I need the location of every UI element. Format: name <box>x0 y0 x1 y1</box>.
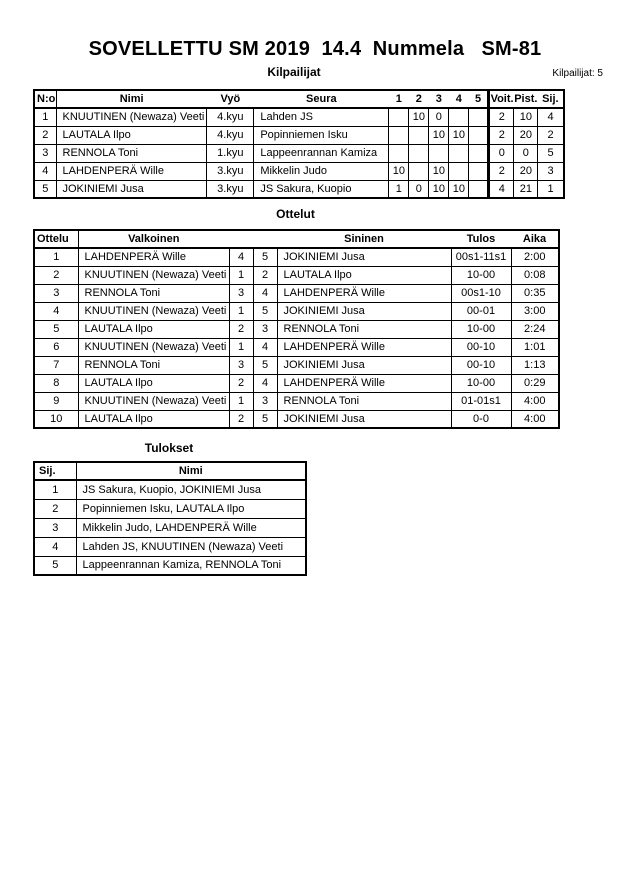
results-table <box>33 461 307 576</box>
col-header-club: Seura <box>254 90 389 108</box>
results-heading: Tulokset <box>144 441 194 455</box>
result-cell: 00s1-10 <box>451 284 511 302</box>
wins-cell: 2 <box>489 162 514 180</box>
result-cell: 10-00 <box>451 320 511 338</box>
white-cell: KNUUTINEN (Newaza) Veeti <box>78 266 229 284</box>
white_no-cell: 2 <box>229 374 253 392</box>
col-header-name: Nimi <box>76 462 306 480</box>
rounds-1-cell: 10 <box>409 108 429 126</box>
white_no-cell: 3 <box>229 284 253 302</box>
wins-cell: 2 <box>489 108 514 126</box>
white_no-cell: 2 <box>229 320 253 338</box>
col-header-no: N:o <box>34 90 56 108</box>
blue-cell: RENNOLA Toni <box>277 392 451 410</box>
white-cell: LAUTALA Ilpo <box>78 320 229 338</box>
belt-cell: 3.kyu <box>207 162 254 180</box>
table-row <box>34 144 564 162</box>
competitors-header-row <box>0 65 630 89</box>
col-header-belt: Vyö <box>207 90 254 108</box>
no-cell: 4 <box>34 162 56 180</box>
blue_no-cell: 5 <box>253 302 277 320</box>
blue_no-cell: 5 <box>253 248 277 266</box>
col-header-round-4: 4 <box>449 90 469 108</box>
result-cell: 00-10 <box>451 356 511 374</box>
name-cell: Mikkelin Judo, LAHDENPERÄ Wille <box>76 518 306 537</box>
match-cell: 7 <box>34 356 78 374</box>
matches-table <box>33 229 560 429</box>
club-cell: Lahden JS <box>254 108 389 126</box>
blue_no-cell: 3 <box>253 320 277 338</box>
table-row <box>34 537 306 556</box>
rounds-3-cell <box>449 108 469 126</box>
name-cell: JS Sakura, Kuopio, JOKINIEMI Jusa <box>76 480 306 499</box>
name-cell: Lappeenrannan Kamiza, RENNOLA Toni <box>76 556 306 575</box>
match-cell: 3 <box>34 284 78 302</box>
time-cell: 2:00 <box>511 248 559 266</box>
time-cell: 4:00 <box>511 410 559 428</box>
wins-cell: 0 <box>489 144 514 162</box>
rounds-3-cell: 10 <box>449 126 469 144</box>
result-cell: 0-0 <box>451 410 511 428</box>
name-cell: KNUUTINEN (Newaza) Veeti <box>56 108 207 126</box>
table-row <box>34 108 564 126</box>
place-cell: 3 <box>34 518 76 537</box>
table-row <box>34 320 559 338</box>
matches-heading: Ottelut <box>276 207 315 221</box>
white-cell: LAHDENPERÄ Wille <box>78 248 229 266</box>
white_no-cell: 4 <box>229 248 253 266</box>
wins-cell: 2 <box>489 126 514 144</box>
blue-cell: LAHDENPERÄ Wille <box>277 284 451 302</box>
belt-cell: 3.kyu <box>207 180 254 198</box>
rounds-3-cell <box>449 162 469 180</box>
no-cell: 5 <box>34 180 56 198</box>
result-cell: 00-01 <box>451 302 511 320</box>
col-header-blue: Sininen <box>277 230 451 248</box>
rounds-4-cell <box>469 126 489 144</box>
table-row <box>34 518 306 537</box>
club-cell: Popinniemen Isku <box>254 126 389 144</box>
points-cell: 0 <box>514 144 538 162</box>
rounds-2-cell: 0 <box>429 108 449 126</box>
table-row <box>34 374 559 392</box>
col-header-name: Nimi <box>56 90 207 108</box>
points-cell: 10 <box>514 108 538 126</box>
table-row <box>34 302 559 320</box>
no-cell: 2 <box>34 126 56 144</box>
blue_no-cell: 3 <box>253 392 277 410</box>
blue-cell: LAHDENPERÄ Wille <box>277 374 451 392</box>
blue_no-cell: 4 <box>253 338 277 356</box>
points-cell: 20 <box>514 126 538 144</box>
table-row <box>34 338 559 356</box>
blue-cell: JOKINIEMI Jusa <box>277 356 451 374</box>
col-header-result: Tulos <box>451 230 511 248</box>
name-cell: LAUTALA Ilpo <box>56 126 207 144</box>
blue_no-cell: 5 <box>253 356 277 374</box>
white-cell: KNUUTINEN (Newaza) Veeti <box>78 338 229 356</box>
wins-cell: 4 <box>489 180 514 198</box>
rounds-3-cell <box>449 144 469 162</box>
table-row <box>34 480 306 499</box>
blue-cell: LAHDENPERÄ Wille <box>277 338 451 356</box>
white_no-cell: 3 <box>229 356 253 374</box>
time-cell: 3:00 <box>511 302 559 320</box>
rounds-2-cell: 10 <box>429 180 449 198</box>
place-cell: 4 <box>538 108 564 126</box>
time-cell: 0:29 <box>511 374 559 392</box>
rounds-2-cell: 10 <box>429 162 449 180</box>
col-header-round-3: 3 <box>429 90 449 108</box>
match-cell: 5 <box>34 320 78 338</box>
place-cell: 1 <box>538 180 564 198</box>
belt-cell: 4.kyu <box>207 108 254 126</box>
rounds-0-cell: 10 <box>389 162 409 180</box>
white-cell: LAUTALA Ilpo <box>78 410 229 428</box>
white-cell: KNUUTINEN (Newaza) Veeti <box>78 302 229 320</box>
time-cell: 0:08 <box>511 266 559 284</box>
col-header-blue-number <box>253 230 277 248</box>
blue-cell: LAUTALA Ilpo <box>277 266 451 284</box>
white-cell: LAUTALA Ilpo <box>78 374 229 392</box>
table-row <box>34 556 306 575</box>
place-cell: 2 <box>34 499 76 518</box>
name-cell: Popinniemen Isku, LAUTALA Ilpo <box>76 499 306 518</box>
table-row <box>34 162 564 180</box>
no-cell: 1 <box>34 108 56 126</box>
table-header-row <box>34 462 306 480</box>
rounds-4-cell <box>469 144 489 162</box>
table-header-row <box>34 90 564 108</box>
result-cell: 01-01s1 <box>451 392 511 410</box>
rounds-2-cell: 10 <box>429 126 449 144</box>
belt-cell: 4.kyu <box>207 126 254 144</box>
col-header-round-2: 2 <box>409 90 429 108</box>
white-cell: RENNOLA Toni <box>78 356 229 374</box>
rounds-1-cell <box>409 144 429 162</box>
table-row <box>34 180 564 198</box>
time-cell: 2:24 <box>511 320 559 338</box>
blue-cell: JOKINIEMI Jusa <box>277 410 451 428</box>
rounds-2-cell <box>429 144 449 162</box>
blue-cell: RENNOLA Toni <box>277 320 451 338</box>
club-cell: JS Sakura, Kuopio <box>254 180 389 198</box>
rounds-1-cell <box>409 162 429 180</box>
points-cell: 21 <box>514 180 538 198</box>
time-cell: 1:01 <box>511 338 559 356</box>
rounds-0-cell <box>389 144 409 162</box>
place-cell: 5 <box>34 556 76 575</box>
table-row <box>34 410 559 428</box>
match-cell: 9 <box>34 392 78 410</box>
col-header-match: Ottelu <box>34 230 78 248</box>
match-cell: 4 <box>34 302 78 320</box>
rounds-1-cell <box>409 126 429 144</box>
no-cell: 3 <box>34 144 56 162</box>
table-row <box>34 392 559 410</box>
table-row <box>34 248 559 266</box>
result-cell: 00-10 <box>451 338 511 356</box>
competitors-heading: Kilpailijat <box>267 65 321 79</box>
name-cell: JOKINIEMI Jusa <box>56 180 207 198</box>
col-header-place: Sij. <box>34 462 76 480</box>
result-cell: 10-00 <box>451 266 511 284</box>
blue_no-cell: 4 <box>253 374 277 392</box>
table-header-row <box>34 230 559 248</box>
white-cell: KNUUTINEN (Newaza) Veeti <box>78 392 229 410</box>
competitors-count: Kilpailijat: 5 <box>552 68 603 79</box>
table-row <box>34 126 564 144</box>
club-cell: Mikkelin Judo <box>254 162 389 180</box>
place-cell: 2 <box>538 126 564 144</box>
club-cell: Lappeenrannan Kamiza <box>254 144 389 162</box>
page-title: SOVELLETTU SM 2019 14.4 Nummela SM-81 <box>88 38 542 60</box>
rounds-3-cell: 10 <box>449 180 469 198</box>
col-header-white-number <box>229 230 253 248</box>
name-cell: Lahden JS, KNUUTINEN (Newaza) Veeti <box>76 537 306 556</box>
white_no-cell: 1 <box>229 338 253 356</box>
blue-cell: JOKINIEMI Jusa <box>277 302 451 320</box>
table-row <box>34 499 306 518</box>
rounds-0-cell: 1 <box>389 180 409 198</box>
white_no-cell: 2 <box>229 410 253 428</box>
competitors-table <box>33 89 565 199</box>
rounds-4-cell <box>469 180 489 198</box>
time-cell: 1:13 <box>511 356 559 374</box>
match-cell: 8 <box>34 374 78 392</box>
rounds-4-cell <box>469 162 489 180</box>
name-cell: RENNOLA Toni <box>56 144 207 162</box>
col-header-points: Pist. <box>514 90 538 108</box>
col-header-round-5: 5 <box>469 90 489 108</box>
match-cell: 1 <box>34 248 78 266</box>
points-cell: 20 <box>514 162 538 180</box>
belt-cell: 1.kyu <box>207 144 254 162</box>
col-header-white: Valkoinen <box>78 230 229 248</box>
rounds-0-cell <box>389 108 409 126</box>
place-cell: 3 <box>538 162 564 180</box>
white-cell: RENNOLA Toni <box>78 284 229 302</box>
white_no-cell: 1 <box>229 392 253 410</box>
col-header-place: Sij. <box>538 90 564 108</box>
result-cell: 10-00 <box>451 374 511 392</box>
blue-cell: JOKINIEMI Jusa <box>277 248 451 266</box>
blue_no-cell: 4 <box>253 284 277 302</box>
name-cell: LAHDENPERÄ Wille <box>56 162 207 180</box>
place-cell: 1 <box>34 480 76 499</box>
place-cell: 4 <box>34 537 76 556</box>
table-row <box>34 266 559 284</box>
white_no-cell: 1 <box>229 266 253 284</box>
rounds-4-cell <box>469 108 489 126</box>
rounds-1-cell: 0 <box>409 180 429 198</box>
result-cell: 00s1-11s1 <box>451 248 511 266</box>
match-cell: 6 <box>34 338 78 356</box>
col-header-round-1: 1 <box>389 90 409 108</box>
blue_no-cell: 5 <box>253 410 277 428</box>
col-header-time: Aika <box>511 230 559 248</box>
blue_no-cell: 2 <box>253 266 277 284</box>
rounds-0-cell <box>389 126 409 144</box>
time-cell: 4:00 <box>511 392 559 410</box>
place-cell: 5 <box>538 144 564 162</box>
table-row <box>34 284 559 302</box>
col-header-wins: Voit. <box>489 90 514 108</box>
match-cell: 2 <box>34 266 78 284</box>
white_no-cell: 1 <box>229 302 253 320</box>
table-row <box>34 356 559 374</box>
match-cell: 10 <box>34 410 78 428</box>
time-cell: 0:35 <box>511 284 559 302</box>
